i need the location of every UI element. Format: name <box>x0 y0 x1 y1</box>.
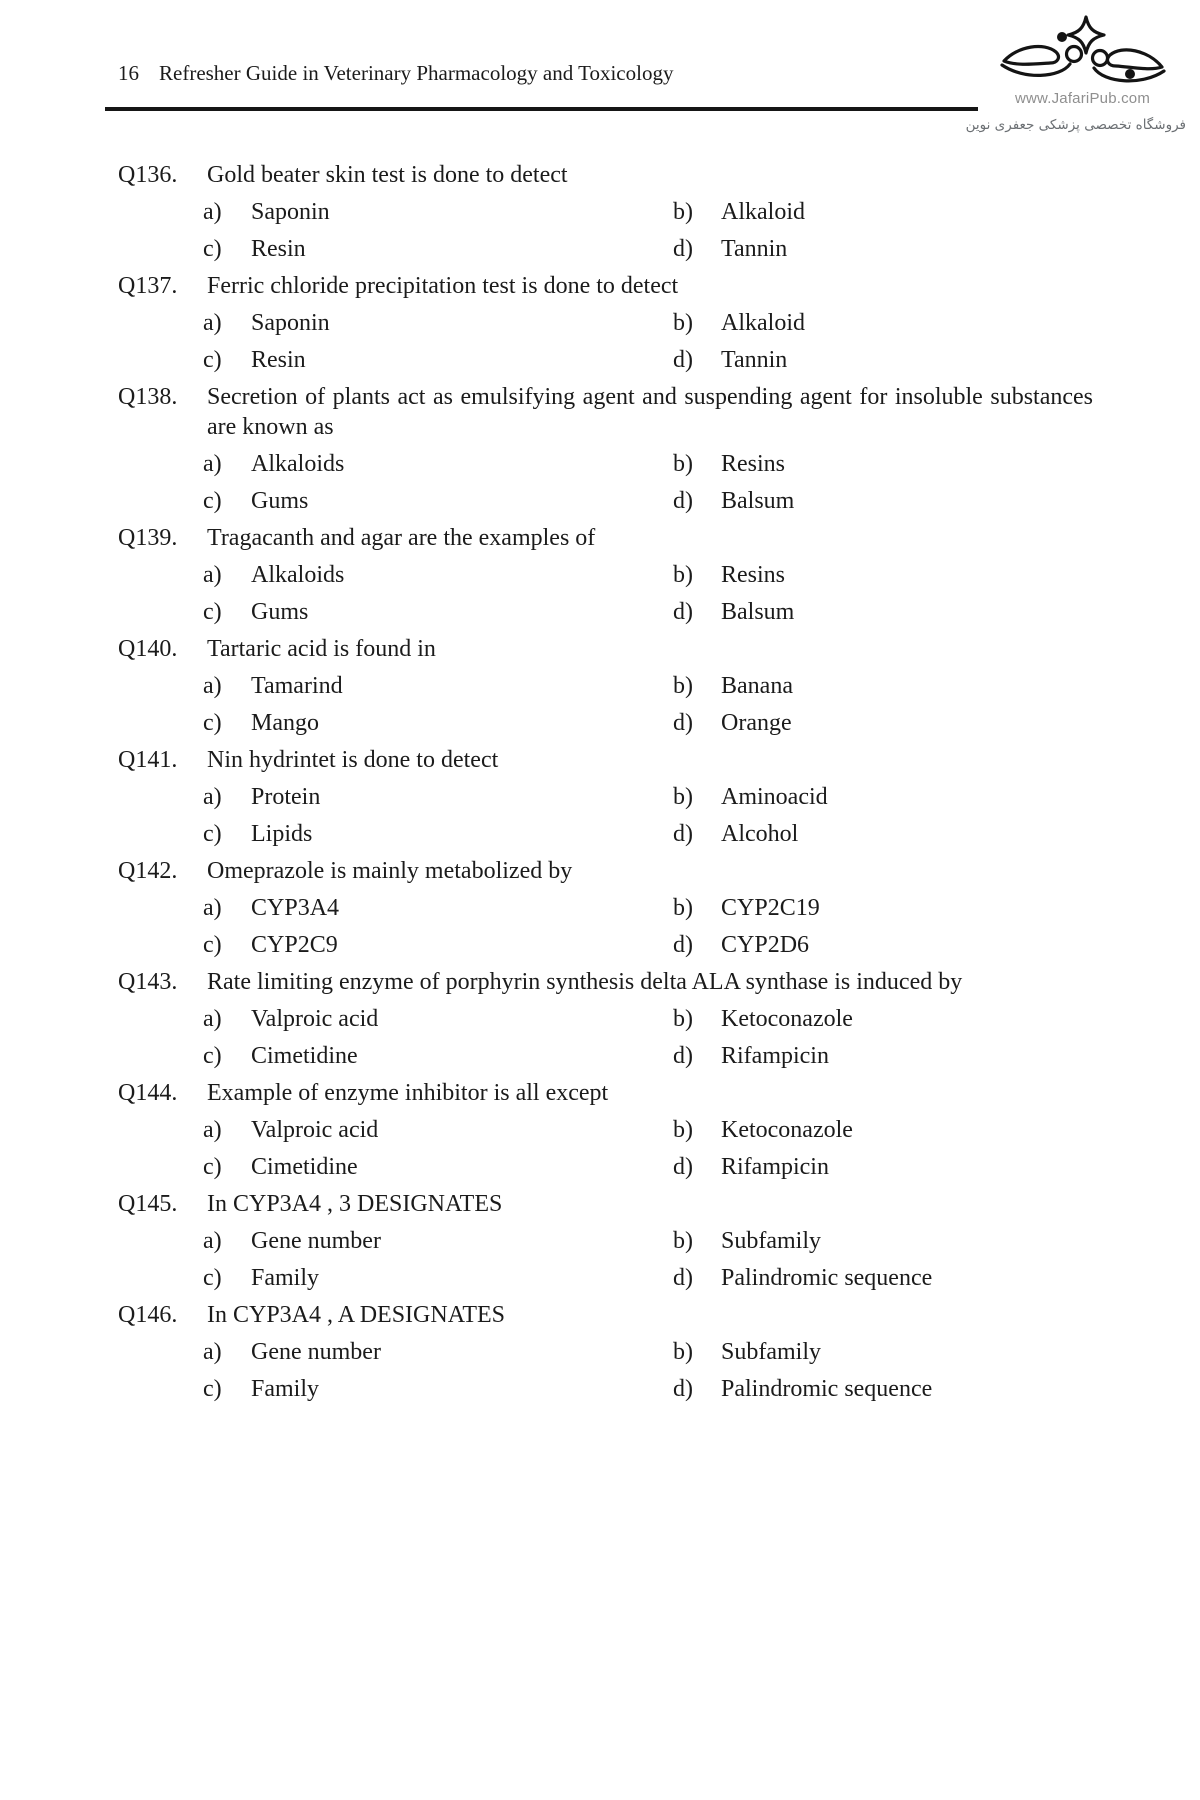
question-block <box>118 1078 1093 1182</box>
answer-option-a <box>203 1226 673 1256</box>
option-text: Gums <box>251 599 309 625</box>
answer-options <box>203 1004 1093 1071</box>
option-text: Palindromic sequence <box>721 1265 933 1291</box>
answer-option-b <box>673 197 1093 227</box>
question-number: Q146. <box>118 1302 178 1328</box>
option-letter: d) <box>673 488 693 514</box>
question-line <box>118 856 1093 886</box>
option-letter: a) <box>203 1228 222 1254</box>
answer-option-a <box>203 782 673 812</box>
question-text: In CYP3A4 , 3 DESIGNATES <box>207 1191 503 1217</box>
answer-option-b <box>673 1004 1093 1034</box>
option-text: Resin <box>251 347 306 373</box>
option-text: Palindromic sequence <box>721 1376 933 1402</box>
option-text: Gene number <box>251 1228 381 1254</box>
option-letter: b) <box>673 310 693 336</box>
publisher-brand <box>995 14 1170 107</box>
option-letter: c) <box>203 236 222 262</box>
option-letter: b) <box>673 895 693 921</box>
option-letter: d) <box>673 932 693 958</box>
question-text: Gold beater skin test is done to detect <box>207 162 568 188</box>
option-letter: c) <box>203 710 222 736</box>
question-text: Nin hydrintet is done to detect <box>207 747 499 773</box>
option-text: Banana <box>721 673 793 699</box>
option-letter: b) <box>673 784 693 810</box>
option-letter: a) <box>203 310 222 336</box>
answer-option-b <box>673 449 1093 479</box>
answer-option-a <box>203 449 673 479</box>
option-text: Aminoacid <box>721 784 828 810</box>
answer-options <box>203 308 1093 375</box>
question-number: Q143. <box>118 969 178 995</box>
question-line <box>118 745 1093 775</box>
option-text: Alkaloid <box>721 310 805 336</box>
option-text: Tannin <box>721 236 788 262</box>
option-letter: b) <box>673 1339 693 1365</box>
question-line <box>118 634 1093 664</box>
option-letter: d) <box>673 1265 693 1291</box>
answer-options <box>203 1115 1093 1182</box>
answer-option-a <box>203 893 673 923</box>
header-rule <box>105 107 978 111</box>
option-letter: b) <box>673 562 693 588</box>
option-text: Saponin <box>251 199 330 225</box>
option-text: Gums <box>251 488 309 514</box>
question-line <box>118 1189 1093 1219</box>
option-text: Family <box>251 1376 320 1402</box>
answer-options <box>203 671 1093 738</box>
answer-options <box>203 1226 1093 1293</box>
option-letter: b) <box>673 1006 693 1032</box>
option-letter: d) <box>673 347 693 373</box>
option-text: Rifampicin <box>721 1154 829 1180</box>
option-letter: a) <box>203 895 222 921</box>
option-letter: c) <box>203 1376 222 1402</box>
questions-list <box>118 160 1093 1411</box>
option-text: Gene number <box>251 1339 381 1365</box>
question-text: Tragacanth and agar are the examples of <box>207 525 596 551</box>
answer-option-d <box>673 930 1093 960</box>
option-letter: d) <box>673 236 693 262</box>
answer-option-a <box>203 560 673 590</box>
answer-option-d <box>673 1152 1093 1182</box>
question-number: Q139. <box>118 525 178 551</box>
question-text: In CYP3A4 , A DESIGNATES <box>207 1302 506 1328</box>
answer-options <box>203 560 1093 627</box>
answer-option-c <box>203 930 673 960</box>
option-text: CYP2C9 <box>251 932 338 958</box>
question-text: Rate limiting enzyme of porphyrin synthesis delta ALA synthase is induced by <box>207 969 963 995</box>
option-text: Cimetidine <box>251 1154 358 1180</box>
option-text: Cimetidine <box>251 1043 358 1069</box>
answer-option-a <box>203 308 673 338</box>
option-letter: c) <box>203 1043 222 1069</box>
answer-option-c <box>203 234 673 264</box>
answer-option-c <box>203 708 673 738</box>
running-head <box>118 60 673 86</box>
option-text: Resin <box>251 236 306 262</box>
option-letter: b) <box>673 1228 693 1254</box>
answer-options <box>203 197 1093 264</box>
answer-option-a <box>203 671 673 701</box>
question-line <box>118 523 1093 553</box>
option-text: Alkaloids <box>251 562 345 588</box>
option-text: CYP2D6 <box>721 932 810 958</box>
answer-option-c <box>203 486 673 516</box>
answer-option-d <box>673 819 1093 849</box>
option-text: Alkaloid <box>721 199 805 225</box>
answer-option-c <box>203 597 673 627</box>
option-letter: c) <box>203 599 222 625</box>
question-number: Q145. <box>118 1191 178 1217</box>
answer-option-d <box>673 597 1093 627</box>
answer-option-c <box>203 819 673 849</box>
option-letter: b) <box>673 1117 693 1143</box>
option-text: Tamarind <box>251 673 343 699</box>
option-letter: c) <box>203 1265 222 1291</box>
question-number: Q140. <box>118 636 178 662</box>
option-letter: c) <box>203 1154 222 1180</box>
question-text: Ferric chloride precipitation test is done to detect <box>207 273 679 299</box>
option-text: Alkaloids <box>251 451 345 477</box>
question-text: Tartaric acid is found in <box>207 636 436 662</box>
option-text: CYP2C19 <box>721 895 820 921</box>
answer-option-a <box>203 197 673 227</box>
answer-option-d <box>673 1263 1093 1293</box>
answer-options <box>203 449 1093 516</box>
option-letter: a) <box>203 1006 222 1032</box>
option-letter: d) <box>673 1043 693 1069</box>
option-text: Ketoconazole <box>721 1006 853 1032</box>
question-line <box>118 382 1093 442</box>
option-letter: c) <box>203 488 222 514</box>
option-letter: b) <box>673 199 693 225</box>
answer-options <box>203 1337 1093 1404</box>
answer-option-d <box>673 345 1093 375</box>
answer-option-c <box>203 1374 673 1404</box>
option-letter: a) <box>203 451 222 477</box>
question-number: Q137. <box>118 273 178 299</box>
answer-options <box>203 782 1093 849</box>
question-number: Q136. <box>118 162 178 188</box>
option-text: Balsum <box>721 599 795 625</box>
question-line <box>118 271 1093 301</box>
option-letter: a) <box>203 1339 222 1365</box>
question-block <box>118 634 1093 738</box>
option-text: Saponin <box>251 310 330 336</box>
question-number: Q144. <box>118 1080 178 1106</box>
option-letter: d) <box>673 599 693 625</box>
question-block <box>118 745 1093 849</box>
question-line <box>118 160 1093 190</box>
option-text: CYP3A4 <box>251 895 340 921</box>
answer-option-b <box>673 1115 1093 1145</box>
option-letter: a) <box>203 1117 222 1143</box>
answer-option-b <box>673 1337 1093 1367</box>
option-text: Tannin <box>721 347 788 373</box>
answer-option-d <box>673 708 1093 738</box>
option-text: Ketoconazole <box>721 1117 853 1143</box>
question-text: Example of enzyme inhibitor is all except <box>207 1080 609 1106</box>
option-letter: a) <box>203 562 222 588</box>
option-text: Balsum <box>721 488 795 514</box>
option-letter: a) <box>203 673 222 699</box>
option-letter: a) <box>203 784 222 810</box>
publisher-url: www.JafariPub.com <box>1014 90 1151 107</box>
answer-options <box>203 893 1093 960</box>
option-letter: c) <box>203 347 222 373</box>
question-block <box>118 382 1093 516</box>
answer-option-b <box>673 893 1093 923</box>
answer-option-d <box>673 234 1093 264</box>
question-line <box>118 967 1093 997</box>
answer-option-c <box>203 1041 673 1071</box>
question-text: Omeprazole is mainly metabolized by <box>207 858 573 884</box>
answer-option-a <box>203 1115 673 1145</box>
option-letter: d) <box>673 1376 693 1402</box>
answer-option-d <box>673 1374 1093 1404</box>
option-text: Valproic acid <box>251 1117 379 1143</box>
option-letter: b) <box>673 451 693 477</box>
question-block <box>118 271 1093 375</box>
question-block <box>118 1189 1093 1293</box>
option-text: Orange <box>721 710 792 736</box>
question-number: Q141. <box>118 747 178 773</box>
question-block <box>118 967 1093 1071</box>
option-text: Protein <box>251 784 321 810</box>
publisher-tagline-farsi: فروشگاه تخصصی پزشکی جعفری نوین <box>965 117 1186 133</box>
jafaripub-calligraphy-logo-icon <box>998 14 1168 92</box>
answer-option-d <box>673 486 1093 516</box>
option-letter: d) <box>673 1154 693 1180</box>
option-text: Valproic acid <box>251 1006 379 1032</box>
option-text: Resins <box>721 562 786 588</box>
option-text: Mango <box>251 710 319 736</box>
question-block <box>118 523 1093 627</box>
option-letter: a) <box>203 199 222 225</box>
book-title: Refresher Guide in Veterinary Pharmacology and Toxicology <box>159 61 674 85</box>
answer-option-c <box>203 1152 673 1182</box>
question-block <box>118 160 1093 264</box>
question-number: Q138. <box>118 384 178 410</box>
option-text: Subfamily <box>721 1228 821 1254</box>
answer-option-b <box>673 782 1093 812</box>
option-text: Subfamily <box>721 1339 821 1365</box>
option-letter: c) <box>203 821 222 847</box>
option-text: Resins <box>721 451 786 477</box>
option-letter: c) <box>203 932 222 958</box>
answer-option-c <box>203 1263 673 1293</box>
option-letter: d) <box>673 710 693 736</box>
answer-option-c <box>203 345 673 375</box>
answer-option-b <box>673 560 1093 590</box>
question-line <box>118 1078 1093 1108</box>
answer-option-b <box>673 1226 1093 1256</box>
question-line <box>118 1300 1093 1330</box>
option-text: Alcohol <box>721 821 799 847</box>
question-block <box>118 1300 1093 1404</box>
answer-option-a <box>203 1004 673 1034</box>
answer-option-a <box>203 1337 673 1367</box>
option-letter: d) <box>673 821 693 847</box>
question-text: Secretion of plants act as emulsifying agent and suspending agent for insoluble substances are known as <box>207 384 1093 440</box>
option-text: Lipids <box>251 821 313 847</box>
answer-option-b <box>673 671 1093 701</box>
answer-option-b <box>673 308 1093 338</box>
answer-option-d <box>673 1041 1093 1071</box>
option-letter: b) <box>673 673 693 699</box>
question-block <box>118 856 1093 960</box>
page-number: 16 <box>118 61 139 85</box>
question-number: Q142. <box>118 858 178 884</box>
option-text: Rifampicin <box>721 1043 829 1069</box>
option-text: Family <box>251 1265 320 1291</box>
